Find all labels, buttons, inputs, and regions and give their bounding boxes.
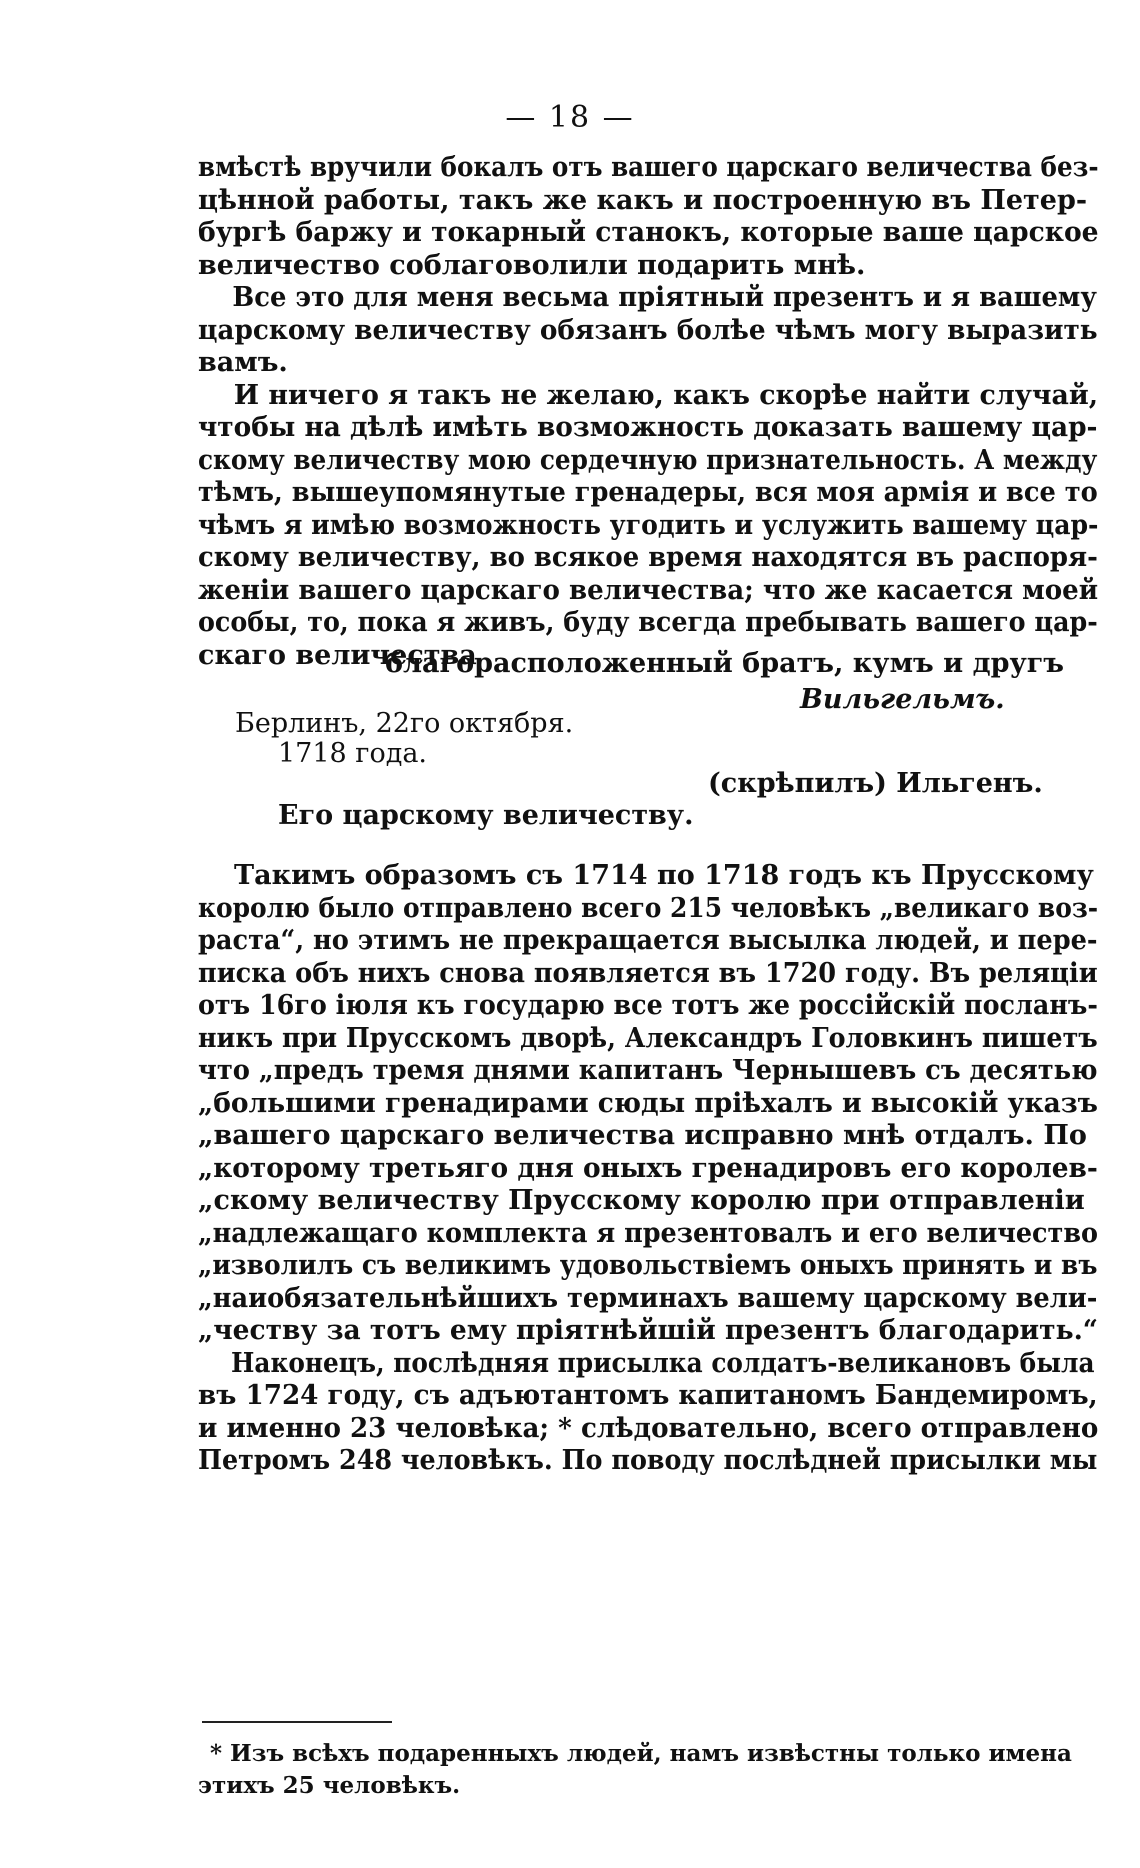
- letter-address: Его царскому величеству.: [278, 800, 694, 831]
- letter-closing: благорасположенный братъ, кумъ и другъ: [385, 648, 1064, 679]
- body-line: Такимъ образомъ съ 1714 по 1718 годъ къ Прусскому: [234, 860, 1094, 891]
- body-line: Петромъ 248 человѣкъ. По поводу послѣдней присылки мы: [198, 1445, 1098, 1476]
- letter-line: скаго величества: [198, 639, 477, 671]
- letter-body: [198, 152, 1098, 672]
- letter-line: величество соблаговолили подарить мнѣ.: [198, 249, 866, 281]
- letter-line: скому величеству мою сердечную признательность. А между: [198, 444, 1098, 476]
- body-line: никъ при Прусскомъ дворѣ, Александръ Головкинъ пишетъ: [198, 1022, 1098, 1054]
- letter-line: скому величеству, во всякое время находятся въ распоря-: [198, 542, 1098, 573]
- body-line: писка объ нихъ снова появляется въ 1720 году. Въ реляціи: [198, 957, 1098, 989]
- body-line: и именно 23 человѣка; * слѣдовательно, всего отправлено: [198, 1412, 1099, 1444]
- body-line: отъ 16го іюля къ государю все тотъ же россійскій посланъ-: [198, 990, 1098, 1021]
- body-line: „большими гренадирами сюды пріѣхалъ и высокій указъ: [198, 1087, 1098, 1119]
- letter-place-date: Берлинъ, 22го октября.: [235, 708, 574, 739]
- body-line: что „предъ тремя днями капитанъ Чернышевъ съ десятью: [198, 1055, 1098, 1086]
- page-number: — 18 —: [505, 100, 635, 135]
- body-line: Наконецъ, послѣдняя присылка солдатъ-великановъ была: [231, 1347, 1095, 1379]
- footnote: [198, 1738, 1098, 1802]
- footnote-line: * Изъ всѣхъ подаренныхъ людей, намъ извѣстны только имена: [210, 1740, 1072, 1767]
- body-line: „честву за тотъ ему пріятнѣйшій презентъ благодарить.“: [198, 1315, 1099, 1346]
- letter-countersign: (скрѣпилъ) Ильгенъ.: [708, 768, 1043, 799]
- letter-line: тѣмъ, вышеупомянутые гренадеры, вся моя армія и все то: [198, 477, 1098, 508]
- letter-line: бургѣ баржу и токарный станокъ, которые ваше царское: [198, 217, 1099, 248]
- body-line: „изволилъ съ великимъ удовольствіемъ оныхъ принять и въ: [198, 1250, 1098, 1281]
- letter-line: женіи вашего царскаго величества; что же касается моей: [198, 574, 1099, 606]
- body-line: „вашего царскаго величества исправно мнѣ отдалъ. По: [198, 1120, 1087, 1151]
- letter-line: вмѣстѣ вручили бокалъ отъ вашего царскаго величества без-: [198, 152, 1099, 183]
- body-line: раста“, но этимъ не прекращается высылка людей, и пере-: [198, 925, 1098, 956]
- main-body: [198, 860, 1098, 1478]
- body-line: „скому величеству Прусскому королю при отправленіи: [198, 1185, 1085, 1216]
- letter-line: чѣмъ я имѣю возможность угодить и услужить вашему цар-: [198, 509, 1099, 541]
- body-line: „которому третьяго дня оныхъ гренадировъ его королев-: [198, 1152, 1098, 1184]
- letter-line: И ничего я такъ не желаю, какъ скорѣе найти случай,: [233, 379, 1099, 411]
- body-line: „надлежащаго комплекта я презентовалъ и его величество: [198, 1217, 1099, 1249]
- letter-signature: Вильгельмъ.: [800, 684, 1005, 715]
- footnote-rule: [202, 1721, 392, 1723]
- footnote-line: этихъ 25 человѣкъ.: [198, 1772, 461, 1799]
- letter-line: Все это для меня весьма пріятный презентъ и я вашему: [232, 282, 1097, 313]
- body-line: „наиобязательнѣйшихъ терминахъ вашему царскому вели-: [198, 1282, 1098, 1314]
- letter-line: царскому величеству обязанъ болѣе чѣмъ могу выразить: [198, 314, 1098, 346]
- letter-line: особы, то, пока я живъ, буду всегда пребывать вашего цар-: [198, 607, 1098, 638]
- body-line: королю было отправлено всего 215 человѣкъ „великаго воз-: [198, 892, 1099, 924]
- letter-line: чтобы на дѣлѣ имѣть возможность доказать вашему цар-: [198, 412, 1098, 443]
- letter-line: вамъ.: [198, 347, 288, 378]
- letter-year: 1718 года.: [278, 738, 428, 769]
- letter-line: цѣнной работы, такъ же какъ и построенную въ Петер-: [198, 184, 1088, 216]
- body-line: въ 1724 году, съ адъютантомъ капитаномъ Бандемиромъ,: [198, 1380, 1098, 1411]
